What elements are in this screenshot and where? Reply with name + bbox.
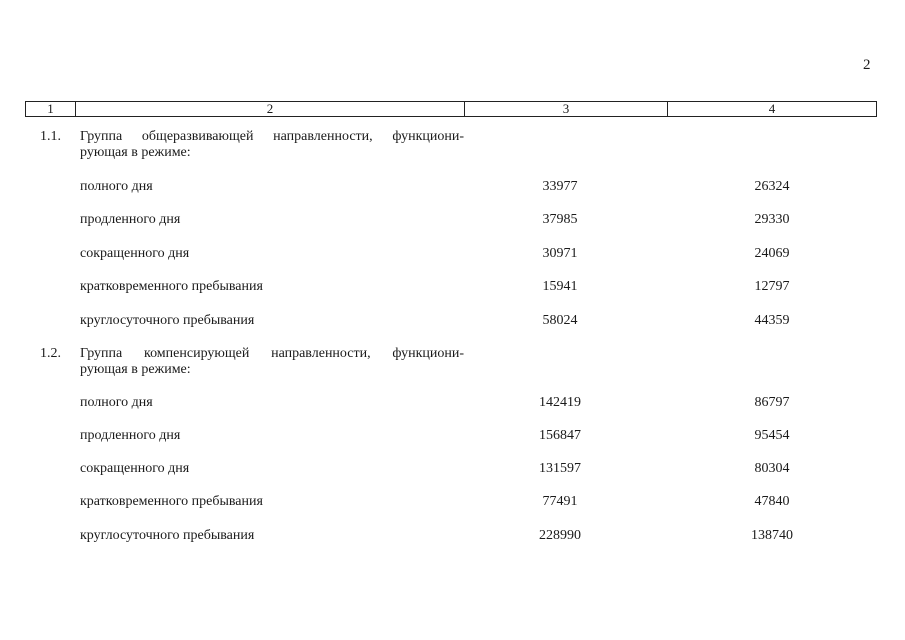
section-title [80,129,464,161]
row-label: кратковременного пребывания [80,494,263,509]
column-header-3: 3 [465,102,668,116]
value-col4: 29330 [754,212,790,227]
section-number: 1.1. [40,129,61,144]
section-title-line: Группа компенсирующей направленности, функциони- [80,346,464,361]
column-header-row [25,101,877,117]
value-col4: 95454 [754,428,790,443]
value-col3: 30971 [542,246,578,261]
value-col4: 44359 [754,313,790,328]
column-header-2: 2 [76,102,465,116]
value-col3: 15941 [542,279,578,294]
section-title-line: рующая в режиме: [80,145,191,160]
section-number: 1.2. [40,346,61,361]
row-label: круглосуточного пребывания [80,313,255,328]
value-col4: 86797 [754,395,790,410]
row-label: продленного дня [80,428,181,443]
row-label: сокращенного дня [80,246,190,261]
row-label: полного дня [80,179,153,194]
row-label: полного дня [80,395,153,410]
row-label: круглосуточного пребывания [80,528,255,543]
section-title [80,346,464,378]
value-col3: 131597 [539,461,581,476]
value-col3: 156847 [539,428,581,443]
column-header-4: 4 [768,101,776,116]
section-title-line: рующая в режиме: [80,362,191,377]
value-col3: 37985 [542,212,578,227]
row-label: сокращенного дня [80,461,190,476]
value-col4: 80304 [754,461,790,476]
value-col4: 26324 [754,179,790,194]
value-col3: 142419 [539,395,581,410]
column-header-1: 1 [26,102,76,116]
row-label: кратковременного пребывания [80,279,263,294]
page-number: 2 [863,57,871,73]
value-col3: 58024 [542,313,578,328]
value-col4: 47840 [754,494,790,509]
value-col3: 33977 [542,179,578,194]
value-col4: 138740 [751,528,793,543]
row-label: продленного дня [80,212,181,227]
value-col3: 77491 [542,494,578,509]
section-title-line: Группа общеразвивающей направленности, функциони- [80,129,464,144]
value-col4: 24069 [754,246,790,261]
value-col4: 12797 [754,279,790,294]
value-col3: 228990 [539,528,581,543]
